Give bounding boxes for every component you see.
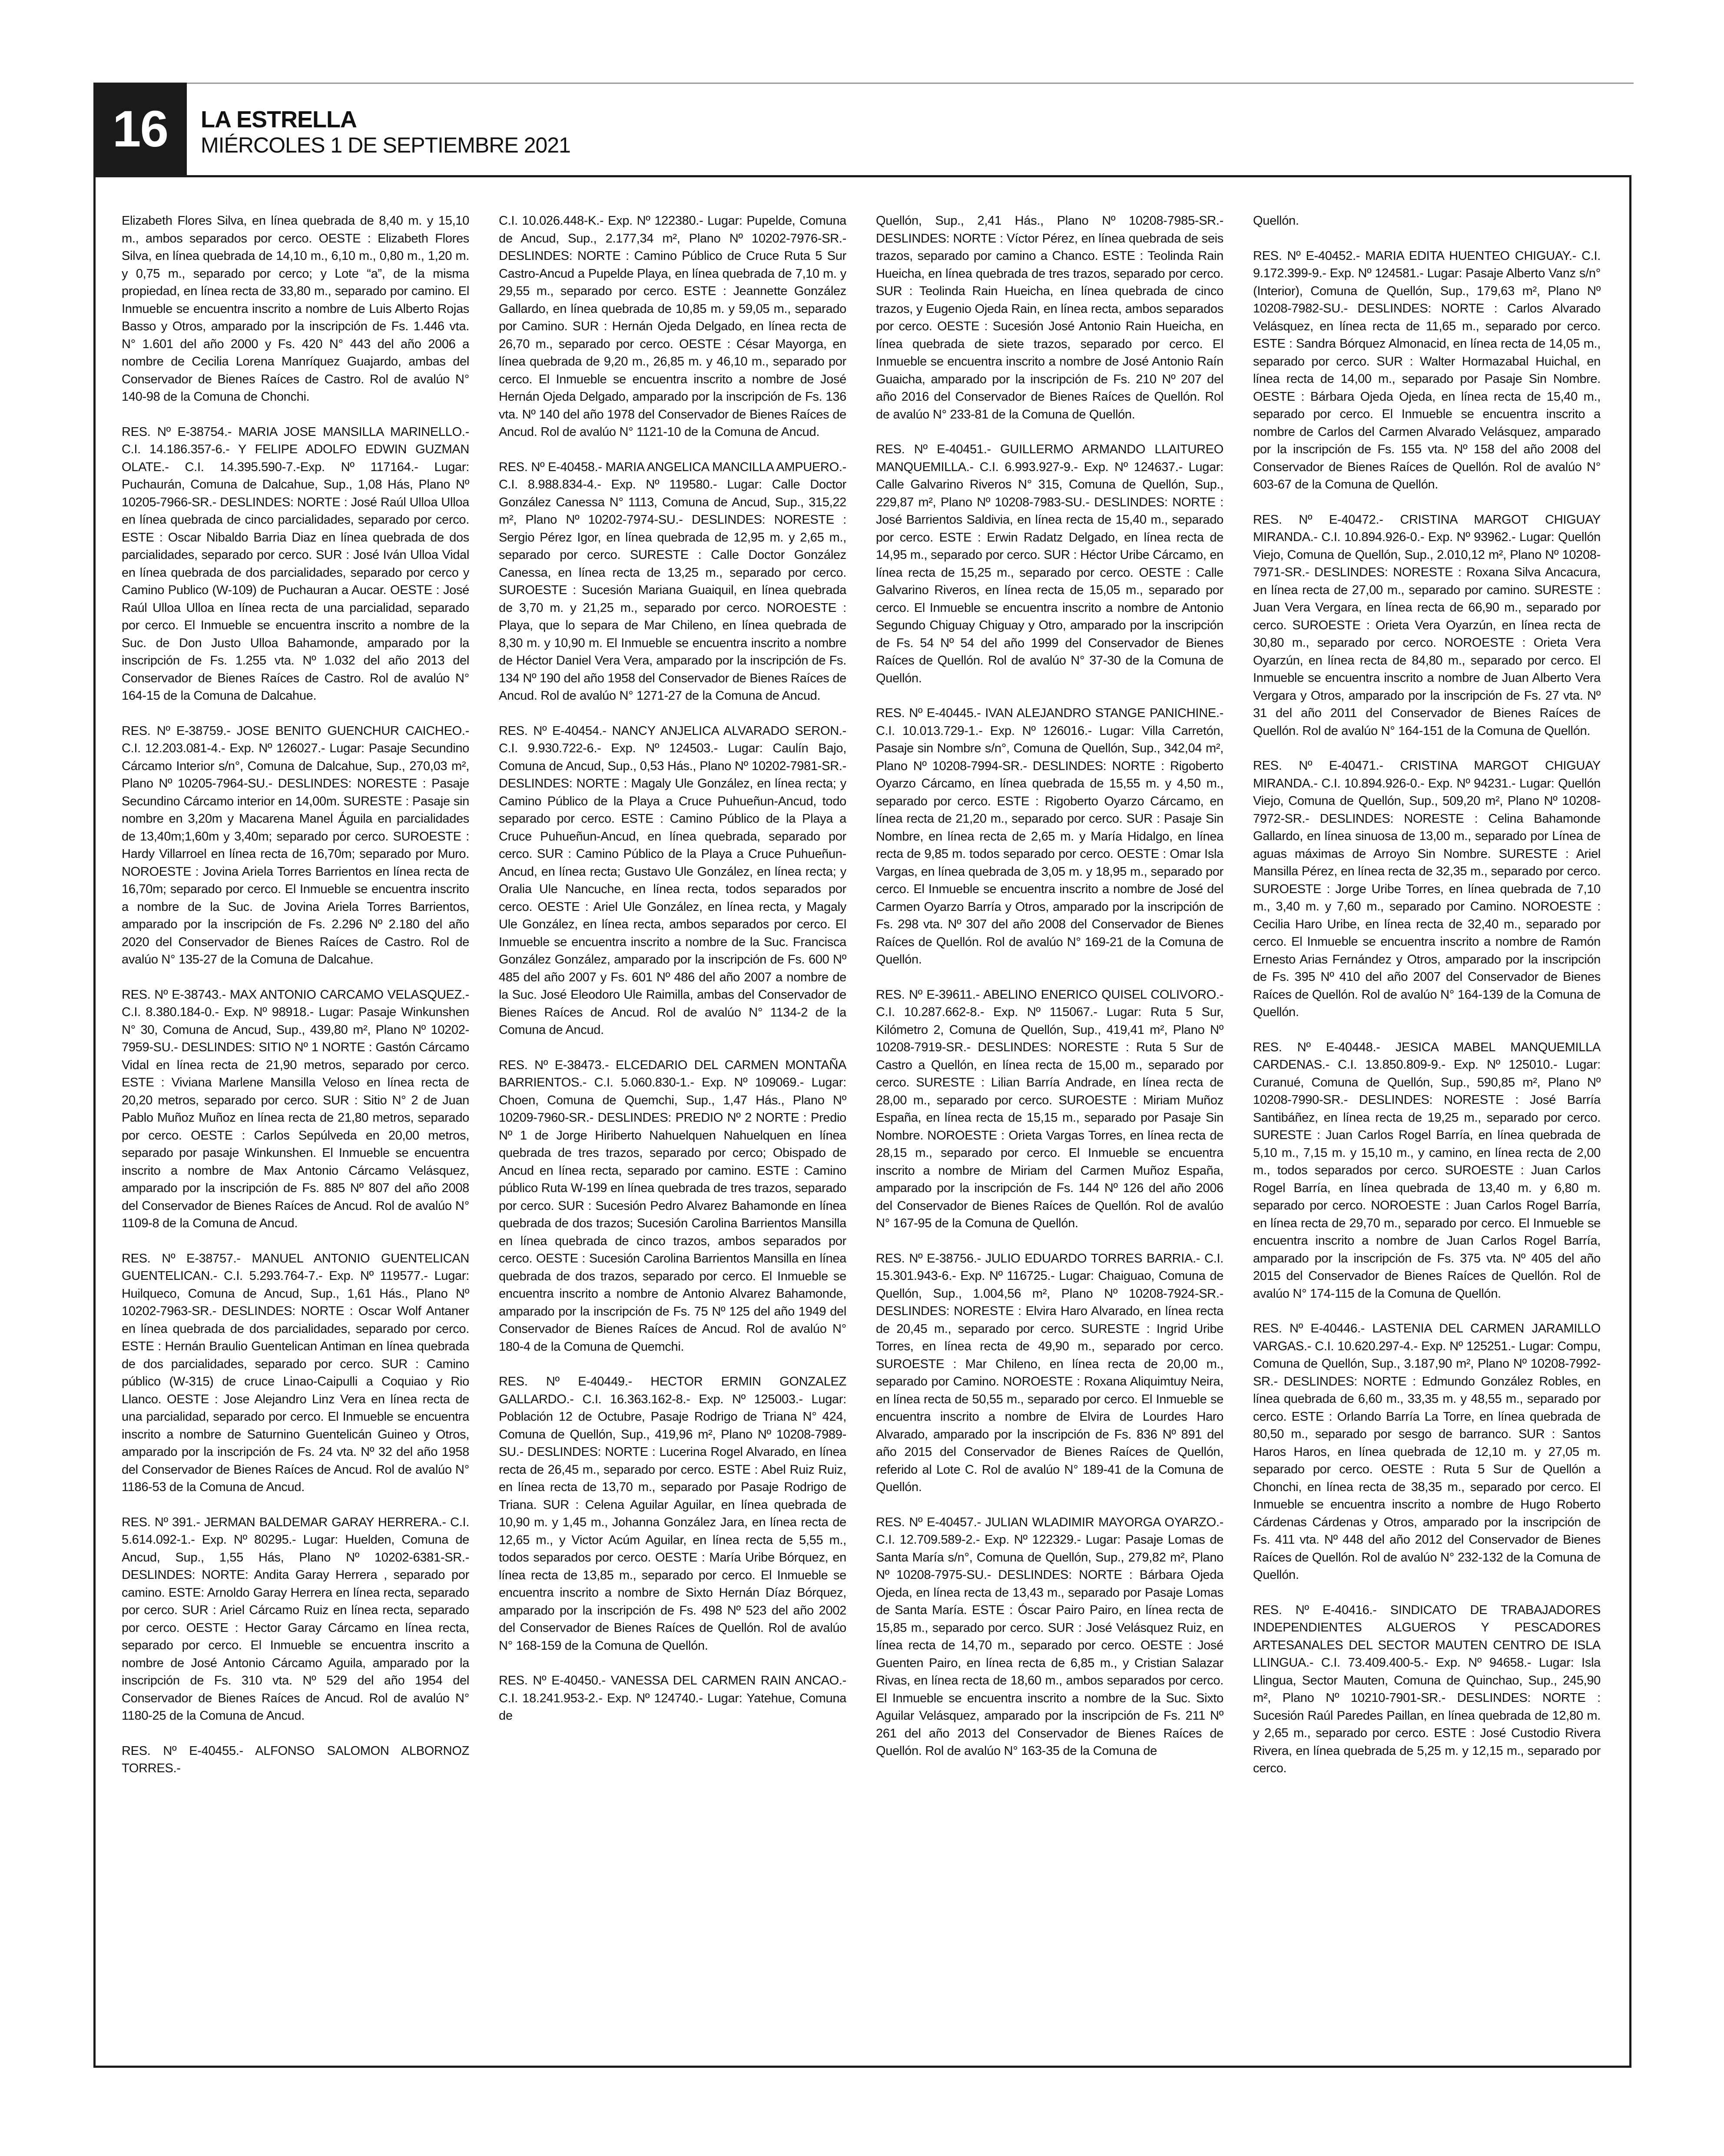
- notice: RES. Nº E-40458.- MARIA ANGELICA MANCILLA AMPUERO.- C.I. 8.988.834-4.- Exp. Nº 119580.- Lugar: Calle Doctor González Canessa N° 1113, Comuna de Ancud, Sup., 315,22 m², Plano Nº 10202-7974-SU.- DESLINDES: NORESTE : Sergio Pérez Igor, en línea quebrada de 12,95 m. y 2,65 m., separado por cerco. SURESTE : Calle Doctor González Canessa, en línea recta de 13,25 m., separado por cerco. SUROESTE : Sucesión Mariana Guaiquil, en línea quebrada de 3,70 m. y 21,25 m., separado por cerco. NOROESTE : Playa, que lo separa de Mar Chileno, en línea quebrada de 8,30 m. y 10,90 m. El Inmueble se encuentra inscrito a nombre de Héctor Daniel Vera Vera, amparado por la inscripción de Fs. 134 Nº 190 del año 1958 del Conservador de Bienes Raíces de Ancud. Rol de avalúo N° 1271-27 de la Comuna de Ancud.: [499, 460, 846, 703]
- notice: RES. Nº E-40452.- MARIA EDITA HUENTEO CHIGUAY.- C.I. 9.172.399-9.- Exp. Nº 124581.- Lugar: Pasaje Alberto Vanz s/n° (Interior), Comuna de Quellón, Sup., 179,63 m², Plano Nº 10208-7982-SU.- DESLINDES: NORTE : Carlos Alvarado Velásquez, en línea recta de 11,65 m., separado por cerco. ESTE : Sandra Bórquez Almonacid, en línea recta de 14,05 m., separado por cerco. SUR : Walter Hormazabal Huichal, en línea recta de 14,00 m., separado por Pasaje Sin Nombre. OESTE : Bárbara Ojeda Ojeda, en línea recta de 15,40 m., separado por cerco. El Inmueble se encuentra inscrito a nombre de Carlos del Carmen Alvarado Velásquez, amparado por la inscripción de Fs. 155 vta. Nº 158 del año 2008 del Conservador de Bienes Raíces de Quellón. Rol de avalúo N° 603-67 de la Comuna de Quellón.: [1253, 249, 1601, 492]
- publication-name: LA ESTRELLA: [201, 106, 357, 133]
- notice: RES. Nº E-40471.- CRISTINA MARGOT CHIGUAY MIRANDA.- C.I. 10.894.926-0.- Exp. Nº 94231.- Lugar: Quellón Viejo, Comuna de Quellón, Sup., 509,20 m², Plano Nº 10208-7972-SR.- DESLINDES: NORESTE : Celina Bahamonde Gallardo, en línea sinuosa de 13,00 m., separado por Línea de aguas máximas de Arroyo Sin Nombre. SURESTE : Ariel Mansilla Pérez, en línea recta de 32,35 m., separado por cerco. SUROESTE : Jorge Uribe Torres, en línea quebrada de 7,10 m., 3,40 m. y 7,60 m., separado por Camino. NOROESTE : Cecilia Haro Uribe, en línea recta de 32,40 m., separado por cerco. El Inmueble se encuentra inscrito a nombre de Ramón Ernesto Arias Fernández y Otros, amparado por la inscripción de Fs. 395 Nº 410 del año 2007 del Conservador de Bienes Raíces de Quellón. Rol de avalúo N° 164-139 de la Comuna de Quellón.: [1253, 759, 1601, 1019]
- notice: RES. Nº E-40449.- HECTOR ERMIN GONZALEZ GALLARDO.- C.I. 16.363.162-8.- Exp. Nº 125003.- Lugar: Población 12 de Octubre, Pasaje Rodrigo de Triana N° 424, Comuna de Quellón, Sup., 419,96 m², Plano Nº 10208-7989-SU.- DESLINDES: NORTE : Lucerina Rogel Alvarado, en línea recta de 26,45 m., separado por cerco. ESTE : Abel Ruiz Ruiz, en línea recta de 13,70 m., separado por Pasaje Rodrigo de Triana. SUR : Celena Aguilar Aguilar, en línea quebrada de 10,90 m. y 1,45 m., Johanna González Jara, en línea recta de 12,65 m., y Victor Acúm Aguilar, en línea recta de 5,55 m., todos separados por cerco. OESTE : María Uribe Bórquez, en línea recta de 13,85 m., separado por cerco. El Inmueble se encuentra inscrito a nombre de Sixto Hernán Díaz Bórquez, amparado por la inscripción de Fs. 498 Nº 523 del año 2002 del Conservador de Bienes Raíces de Quellón. Rol de avalúo N° 168-159 de la Comuna de Quellón.: [499, 1375, 846, 1653]
- notice: RES. Nº E-38743.- MAX ANTONIO CARCAMO VELASQUEZ.- C.I. 8.380.184-0.- Exp. Nº 98918.- Lugar: Pasaje Winkunshen N° 30, Comuna de Ancud, Sup., 439,80 m², Plano Nº 10202-7959-SU.- DESLINDES: SITIO Nº 1 NORTE : Gastón Cárcamo Vidal en línea recta de 21,90 metros, separado por cerco. ESTE : Viviana Marlene Mansilla Veloso en línea recta de 20,20 metros, separado por cerco. SUR : Sitio N° 2 de Juan Pablo Muñoz Muñoz en línea recta de 21,80 metros, separado por cerco. OESTE : Carlos Sepúlveda en 20,00 metros, separado por pasaje Winkunshen. El Inmueble se encuentra inscrito a nombre de Max Antonio Cárcamo Velásquez, amparado por la inscripción de Fs. 885 Nº 807 del año 2008 del Conservador de Bienes Raíces de Ancud. Rol de avalúo N° 1109-8 de la Comuna de Ancud.: [122, 987, 469, 1230]
- column-2: [499, 212, 846, 2050]
- notice: RES. Nº E-40445.- IVAN ALEJANDRO STANGE PANICHINE.- C.I. 10.013.729-1.- Exp. Nº 126016.- Lugar: Villa Carretón, Pasaje sin Nombre s/n°, Comuna de Quellón, Sup., 342,04 m², Plano Nº 10208-7994-SR.- DESLINDES: NORTE : Rigoberto Oyarzo Cárcamo, en línea quebrada de 15,55 m. y 4,50 m., separado por cerco. ESTE : Rigoberto Oyarzo Cárcamo, en línea recta de 21,20 m., separado por cerco. SUR : Pasaje Sin Nombre, en línea recta de 2,65 m. y María Hidalgo, en línea recta de 9,85 m. todos separado por cerco. OESTE : Omar Isla Vargas, en línea quebrada de 3,05 m. y 18,95 m., separado por cerco. El Inmueble se encuentra inscrito a nombre de José del Carmen Oyarzo Barría y Otros, amparado por la inscripción de Fs. 298 vta. Nº 307 del año 2008 del Conservador de Bienes Raíces de Quellón. Rol de avalúo N° 169-21 de la Comuna de Quellón.: [876, 706, 1223, 967]
- notice: C.I. 10.026.448-K.- Exp. Nº 122380.- Lugar: Pupelde, Comuna de Ancud, Sup., 2.177,34 m², Plano Nº 10202-7976-SR.- DESLINDES: NORTE : Camino Público de Cruce Ruta 5 Sur Castro-Ancud a Pupelde Playa, en línea quebrada de 7,10 m. y 29,55 m., separado por cerco. ESTE : Jeannette González Gallardo, en línea quebrada de 10,85 m. y 59,05 m., separado por Camino. SUR : Hernán Ojeda Delgado, en línea recta de 26,70 m., separado por cerco. OESTE : César Mayorga, en línea quebrada de 9,20 m., 26,85 m. y 46,10 m., separado por cerco. El Inmueble se encuentra inscrito a nombre de José Hernán Ojeda Delgado, amparado por la inscripción de Fs. 136 vta. Nº 140 del año 1978 del Conservador de Bienes Raíces de Ancud. Rol de avalúo N° 1121-10 de la Comuna de Ancud.: [499, 214, 846, 439]
- column-4: [1253, 212, 1601, 2050]
- masthead: [201, 106, 570, 158]
- notices-frame: [93, 175, 1631, 2068]
- notice: Elizabeth Flores Silva, en línea quebrada de 8,40 m. y 15,10 m., ambos separados por cerco. OESTE : Elizabeth Flores Silva, en línea quebrada de 14,10 m., 6,10 m., 0,80 m., 1,20 m. y 0,75 m., separado por cerco; y Lote “a”, de la misma propiedad, en línea recta de 33,80 m., separado por camino. El Inmueble se encuentra inscrito a nombre de Luis Alberto Rojas Basso y Otros, amparado por la inscripción de Fs. 1.446 vta. N° 1.601 del año 2000 y Fs. 420 N° 443 del año 2006 a nombre de Cecilia Lorena Manríquez Guajardo, ambas del Conservador de Bienes Raíces de Castro. Rol de avalúo N° 140-98 de la Comuna de Chonchi.: [122, 214, 469, 404]
- top-rule: [93, 83, 1634, 84]
- notice: RES. Nº E-40416.- SINDICATO DE TRABAJADORES INDEPENDIENTES ALGUEROS Y PESCADORES ARTESANALES DEL SECTOR MAUTEN CENTRO DE ISLA LLINGUA.- C.I. 73.409.400-5.- Exp. Nº 94658.- Lugar: Isla Llingua, Sector Mauten, Comuna de Quinchao, Sup., 245,90 m², Plano Nº 10210-7901-SR.- DESLINDES: NORTE : Sucesión Raúl Paredes Paillan, en línea quebrada de 12,80 m. y 2,65 m., separado por cerco. ESTE : José Custodio Rivera Rivera, en línea quebrada de 5,25 m. y 12,15 m., separado por cerco.: [1253, 1603, 1601, 1775]
- publication-date: MIÉRCOLES 1 DE SEPTIEMBRE 2021: [201, 133, 570, 157]
- column-1: [122, 212, 469, 2050]
- notice: Quellón, Sup., 2,41 Hás., Plano Nº 10208-7985-SR.- DESLINDES: NORTE : Víctor Pérez, en línea quebrada de seis trazos, separado por camino a Chanco. ESTE : Teolinda Rain Hueicha, en línea quebrada de tres trazos, separado por cerco. SUR : Teolinda Rain Hueicha, en línea quebrada de cinco trazos, y Eugenio Ojeda Rain, en línea recta, ambos separados por cerco. OESTE : Sucesión José Antonio Rain Hueicha, en línea quebrada de siete trazos, separado por cerco. El Inmueble se encuentra inscrito a nombre de José Antonio Raín Guaicha, amparado por la inscripción de Fs. 210 Nº 207 del año 2016 del Conservador de Bienes Raíces de Quellón. Rol de avalúo N° 233-81 de la Comuna de Quellón.: [876, 214, 1223, 422]
- notice: RES. Nº E-40451.- GUILLERMO ARMANDO LLAITUREO MANQUEMILLA.- C.I. 6.993.927-9.- Exp. Nº 124637.- Lugar: Calle Galvarino Riveros N° 315, Comuna de Quellón, Sup., 229,87 m², Plano Nº 10208-7983-SU.- DESLINDES: NORTE : José Barrientos Saldivia, en línea recta de 15,40 m., separado por cerco. ESTE : Erwin Radatz Delgado, en línea recta de 14,95 m., separado por cerco. SUR : Héctor Uribe Cárcamo, en línea recta de 15,25 m., separado por cerco. OESTE : Calle Galvarino Riveros, en línea recta de 15,05 m., separado por cerco. El Inmueble se encuentra inscrito a nombre de Antonio Segundo Chiguay Chiguay y Otro, amparado por la inscripción de Fs. 54 Nº 54 del año 1999 del Conservador de Bienes Raíces de Quellón. Rol de avalúo N° 37-30 de la Comuna de Quellón.: [876, 442, 1223, 685]
- notice: RES. Nº E-38759.- JOSE BENITO GUENCHUR CAICHEO.- C.I. 12.203.081-4.- Exp. Nº 126027.- Lugar: Pasaje Secundino Cárcamo Interior s/n°, Comuna de Dalcahue, Sup., 270,03 m², Plano Nº 10205-7964-SU.- DESLINDES: NORESTE : Pasaje Secundino Cárcamo interior en 14,00m. SURESTE : Pasaje sin nombre en 3,20m y Macarena Manel Águila en parcialidades de 13,40m;1,60m y 3,40m; separado por cerco. SUROESTE : Hardy Villarroel en línea recta de 16,70m; separado por Muro. NOROESTE : Jovina Ariela Torres Barrientos en línea recta de 16,70m; separado por cerco. El Inmueble se encuentra inscrito a nombre de la Suc. de Jovina Ariela Torres Barrientos, amparado por la inscripción de Fs. 2.296 Nº 2.180 del año 2020 del Conservador de Bienes Raíces de Castro. Rol de avalúo N° 135-27 de la Comuna de Dalcahue.: [122, 724, 469, 967]
- column-3: [876, 212, 1223, 2050]
- notice: RES. Nº E-40450.- VANESSA DEL CARMEN RAIN ANCAO.- C.I. 18.241.953-2.- Exp. Nº 124740.- Lugar: Yatehue, Comuna de: [499, 1674, 846, 1723]
- notice: RES. Nº E-38754.- MARIA JOSE MANSILLA MARINELLO.- C.I. 14.186.357-6.- Y FELIPE ADOLFO EDWIN GUZMAN OLATE.- C.I. 14.395.590-7.-Exp. Nº 117164.- Lugar: Puchaurán, Comuna de Dalcahue, Sup., 1,08 Hás, Plano Nº 10205-7966-SR.- DESLINDES: NORTE : José Raúl Ulloa Ulloa en línea quebrada de cinco parcialidades, separado por cerco. ESTE : Oscar Nibaldo Barria Diaz en línea quebrada de dos parcialidades, separado por cerco. SUR : José Iván Ulloa Vidal en línea quebrada de dos parcialidades, separado por cerco y Camino Publico (W-109) de Puchauran a Aucar. OESTE : José Raúl Ulloa Ulloa en línea recta de una parcialidad, separado por cerco. El Inmueble se encuentra inscrito a nombre de la Suc. de Don Justo Ulloa Bahamonde, amparado por la inscripción de Fs. 1.255 vta. Nº 1.032 del año 2013 del Conservador de Bienes Raíces de Castro. Rol de avalúo N° 164-15 de la Comuna de Dalcahue.: [122, 425, 469, 703]
- notice: RES. Nº E-40455.- ALFONSO SALOMON ALBORNOZ TORRES.-: [122, 1744, 469, 1775]
- notice: RES. Nº E-40472.- CRISTINA MARGOT CHIGUAY MIRANDA.- C.I. 10.894.926-0.- Exp. Nº 93962.- Lugar: Quellón Viejo, Comuna de Quellón, Sup., 2.010,12 m², Plano Nº 10208-7971-SR.- DESLINDES: NORESTE : Roxana Silva Ancacura, en línea recta de 27,00 m., separado por camino. SURESTE : Juan Vera Vergara, en línea recta de 66,90 m., separado por cerco. SUROESTE : Orieta Vera Oyarzún, en línea recta de 30,80 m., separado por cerco. NOROESTE : Orieta Vera Oyarzún, en línea recta de 84,80 m., separado por cerco. El Inmueble se encuentra inscrito a nombre de Juan Alberto Vera Vergara y Otros, amparado por la inscripción de Fs. 27 vta. Nº 31 del año 2011 del Conservador de Bienes Raíces de Quellón. Rol de avalúo N° 164-151 de la Comuna de Quellón.: [1253, 512, 1601, 738]
- notice: RES. Nº E-39611.- ABELINO ENERICO QUISEL COLIVORO.- C.I. 10.287.662-8.- Exp. Nº 115067.- Lugar: Ruta 5 Sur, Kilómetro 2, Comuna de Quellón, Sup., 419,41 m², Plano Nº 10208-7919-SR.- DESLINDES: NORESTE : Ruta 5 Sur de Castro a Quellón, en línea recta de 15,00 m., separado por cerco. SURESTE : Lilian Barría Andrade, en línea recta de 28,00 m., separado por cerco. SUROESTE : Miriam Muñoz España, en línea recta de 15,15 m., separado por Pasaje Sin Nombre. NOROESTE : Orieta Vargas Torres, en línea recta de 28,15 m., separado por cerco. El Inmueble se encuentra inscrito a nombre de Miriam del Carmen Muñoz España, amparado por la inscripción de Fs. 144 Nº 126 del año 2006 del Conservador de Bienes Raíces de Quellón. Rol de avalúo N° 167-95 de la Comuna de Quellón.: [876, 987, 1223, 1230]
- notice: RES. Nº E-40448.- JESICA MABEL MANQUEMILLA CARDENAS.- C.I. 13.850.809-9.- Exp. Nº 125010.- Lugar: Curanué, Comuna de Quellón, Sup., 590,85 m², Plano Nº 10208-7990-SR.- DESLINDES: NORESTE : José Barría Santibáñez, en línea recta de 19,25 m., separado por cerco. SURESTE : Juan Carlos Rogel Barría, en línea quebrada de 5,10 m., 7,15 m. y 15,10 m., y camino, en línea recta de 2,00 m., todos separados por cerco. SUROESTE : Juan Carlos Rogel Barría, en línea quebrada de 13,40 m. y 6,80 m. separado por cerco. NOROESTE : Juan Carlos Rogel Barría, en línea recta de 29,70 m., separado por cerco. El Inmueble se encuentra inscrito a nombre de Juan Carlos Rogel Barría, amparado por la inscripción de Fs. 375 vta. Nº 405 del año 2015 del Conservador de Bienes Raíces de Quellón. Rol de avalúo N° 174-115 de la Comuna de Quellón.: [1253, 1040, 1601, 1301]
- notice: RES. Nº E-40454.- NANCY ANJELICA ALVARADO SERON.- C.I. 9.930.722-6.- Exp. Nº 124503.- Lugar: Caulín Bajo, Comuna de Ancud, Sup., 0,53 Hás., Plano Nº 10202-7981-SR.- DESLINDES: NORTE : Magaly Ule González, en línea recta; y Camino Público de la Playa a Cruce Puhueñun-Ancud, todo separado por cerco. ESTE : Camino Público de la Playa a Cruce Puhueñun-Ancud, en línea quebrada, separado por cerco. SUR : Camino Público de la Playa a Cruce Puhueñun-Ancud, en línea recta; Gustavo Ule González, en línea recta; y Oralia Ule Nancuche, en línea recta, todos separados por cerco. OESTE : Ariel Ule González, en línea recta, y Magaly Ule González, en línea recta, ambos separados por cerco. El Inmueble se encuentra inscrito a nombre de la Suc. Francisca González González, amparado por la inscripción de Fs. 600 Nº 485 del año 2007 y Fs. 601 Nº 486 del año 2007 a nombre de la Suc. José Eleodoro Ule Raimilla, ambas del Conservador de Bienes Raíces de Ancud. Rol de avalúo N° 1134-2 de la Comuna de Ancud.: [499, 724, 846, 1037]
- notice: RES. Nº E-40446.- LASTENIA DEL CARMEN JARAMILLO VARGAS.- C.I. 10.620.297-4.- Exp. Nº 125251.- Lugar: Compu, Comuna de Quellón, Sup., 3.187,90 m², Plano Nº 10208-7992-SR.- DESLINDES: NORTE : Edmundo González Robles, en línea quebrada de 6,60 m., 33,35 m. y 48,55 m., separado por cerco. ESTE : Orlando Barría La Torre, en línea quebrada de 80,50 m., separado por sesgo de barranco. SUR : Santos Haros Haros, en línea quebrada de 12,10 m. y 27,05 m. separado por cerco. OESTE : Ruta 5 Sur de Quellón a Chonchi, en línea recta de 38,35 m., separado por cerco. El Inmueble se encuentra inscrito a nombre de Hugo Roberto Cárdenas Cárdenas y Otros, amparado por la inscripción de Fs. 411 vta. Nº 448 del año 2012 del Conservador de Bienes Raíces de Quellón. Rol de avalúo N° 232-132 de la Comuna de Quellón.: [1253, 1322, 1601, 1582]
- notice: RES. Nº E-38473.- ELCEDARIO DEL CARMEN MONTAÑA BARRIENTOS.- C.I. 5.060.830-1.- Exp. Nº 109069.- Lugar: Choen, Comuna de Quemchi, Sup., 1,47 Hás., Plano Nº 10209-7960-SR.- DESLINDES: PREDIO Nº 2 NORTE : Predio Nº 1 de Jorge Hiriberto Nahuelquen Nahuelquen en línea quebrada de tres trazos, separado por cerco; Obispado de Ancud en línea recta, separado por camino. ESTE : Camino público Ruta W-199 en línea quebrada de tres trazos, separado por cerco. SUR : Sucesión Pedro Alvarez Bahamonde en línea quebrada de dos trazos; Sucesión Carolina Barrientos Mansilla en línea quebrada de cinco trazos, ambos separados por cerco. OESTE : Sucesión Carolina Barrientos Mansilla en línea quebrada de dos trazos, separado por cerco. El Inmueble se encuentra inscrito a nombre de Antonio Alvarez Bahamonde, amparado por la inscripción de Fs. 75 Nº 125 del año 1949 del Conservador de Bienes Raíces de Ancud. Rol de avalúo N° 180-4 de la Comuna de Quemchi.: [499, 1058, 846, 1354]
- notice: RES. Nº E-38756.- JULIO EDUARDO TORRES BARRIA.- C.I. 15.301.943-6.- Exp. Nº 116725.- Lugar: Chaiguao, Comuna de Quellón, Sup., 1.004,56 m², Plano Nº 10208-7924-SR.- DESLINDES: NORESTE : Elvira Haro Alvarado, en línea recta de 20,45 m., separado por cerco. SURESTE : Ingrid Uribe Torres, en línea recta de 49,90 m., separado por cerco. SUROESTE : Mar Chileno, en línea recta de 20,00 m., separado por Camino. NOROESTE : Roxana Aliquimtuy Neira, en línea recta de 50,55 m., separado por cerco. El Inmueble se encuentra inscrito a nombre de Elvira de Lourdes Haro Alvarado, amparado por la inscripción de Fs. 836 Nº 891 del año 2015 del Conservador de Bienes Raíces de Quellón, referido al Lote C. Rol de avalúo N° 189-41 de la Comuna de Quellón.: [876, 1251, 1223, 1494]
- notice: RES. Nº 391.- JERMAN BALDEMAR GARAY HERRERA.- C.I. 5.614.092-1.- Exp. Nº 80295.- Lugar: Huelden, Comuna de Ancud, Sup., 1,55 Hás, Plano Nº 10202-6381-SR.- DESLINDES: NORTE: Andita Garay Herrera , separado por camino. ESTE: Arnoldo Garay Herrera en línea recta, separado por cerco. SUR : Ariel Cárcamo Ruiz en línea recta, separado por cerco. OESTE : Hector Garay Cárcamo en línea recta, separado por cerco. El Inmueble se encuentra inscrito a nombre de José Antonio Cárcamo Aguila, amparado por la inscripción de Fs. 310 vta. Nº 529 del año 1954 del Conservador de Bienes Raíces de Ancud. Rol de avalúo N° 1180-25 de la Comuna de Ancud.: [122, 1515, 469, 1723]
- page-number: 16: [93, 83, 187, 176]
- notice: RES. Nº E-38757.- MANUEL ANTONIO GUENTELICAN GUENTELICAN.- C.I. 5.293.764-7.- Exp. Nº 119577.- Lugar: Huilqueco, Comuna de Ancud, Sup., 1,61 Hás., Plano Nº 10202-7963-SR.- DESLINDES: NORTE : Oscar Wolf Antaner en línea quebrada de dos parcialidades, separado por cerco. ESTE : Hernán Braulio Guentelican Antiman en línea quebrada de dos parcialidades, separado por cerco. SUR : Camino público (W-315) de cruce Linao-Caipulli a Coquiao y Rio Llanco. OESTE : Jose Alejandro Linz Vera en línea recta de una parcialidad, separado por cerco. El Inmueble se encuentra inscrito a nombre de Saturnino Guentelicán Guineo y Otros, amparado por la inscripción de Fs. 24 vta. Nº 32 del año 1958 del Conservador de Bienes Raíces de Ancud. Rol de avalúo N° 1186-53 de la Comuna de Ancud.: [122, 1251, 469, 1494]
- notice: RES. Nº E-40457.- JULIAN WLADIMIR MAYORGA OYARZO.- C.I. 12.709.589-2.- Exp. Nº 122329.- Lugar: Pasaje Lomas de Santa María s/n°, Comuna de Quellón, Sup., 279,82 m², Plano Nº 10208-7975-SU.- DESLINDES: NORTE : Bárbara Ojeda Ojeda, en línea recta de 13,43 m., separado por Pasaje Lomas de Santa María. ESTE : Óscar Pairo Pairo, en línea recta de 15,85 m., separado por cerco. SUR : José Velásquez Ruiz, en línea recta de 14,70 m., separado por cerco. OESTE : José Guenten Pairo, en línea recta de 6,85 m., y Cristian Salazar Rivas, en línea recta de 18,60 m., ambos separados por cerco. El Inmueble se encuentra inscrito a nombre de la Suc. Sixto Aguilar Velásquez, amparado por la inscripción de Fs. 211 Nº 261 del año 2013 del Conservador de Bienes Raíces de Quellón. Rol de avalúo N° 163-35 de la Comuna de: [876, 1515, 1223, 1758]
- notice: Quellón.: [1253, 214, 1299, 228]
